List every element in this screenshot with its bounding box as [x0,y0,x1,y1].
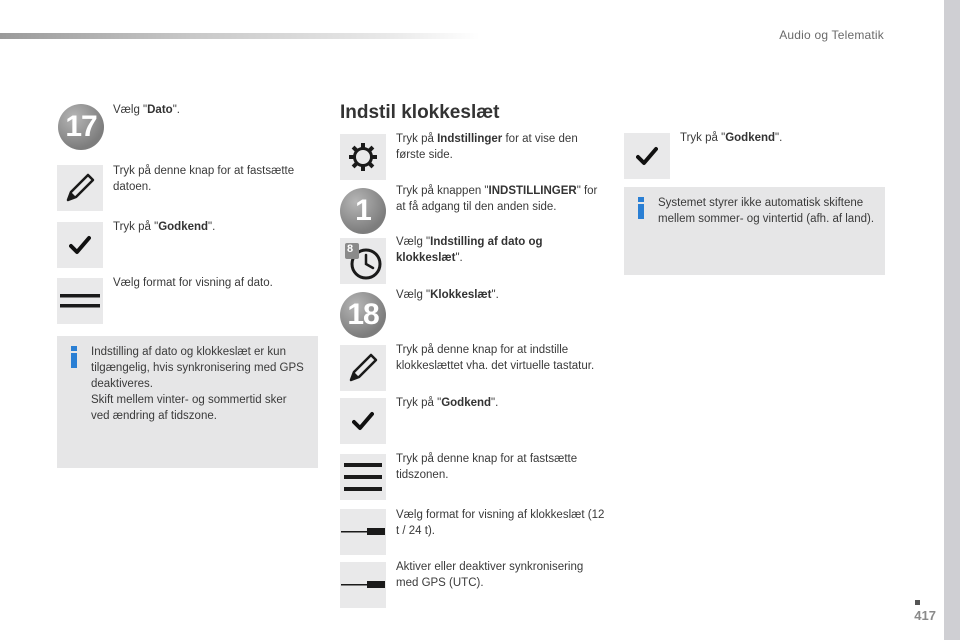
confirm-button[interactable] [57,222,103,268]
list-icon [344,461,382,493]
page-marker [915,600,920,605]
info-dst-text: Systemet styrer ikke automatisk skiftene mellem sommer- og vintertid (afh. af land). [658,197,875,225]
edit-date-text: Tryk på denne knap for at fastsætte datoen. [113,165,295,193]
confirm-final-text: Tryk på "Godkend". [680,132,783,144]
top-gradient-bar [0,33,480,39]
timezone-button[interactable] [340,454,386,500]
header-title: Audio og Telematik [779,28,884,42]
checkmark-icon [69,234,91,256]
confirm-time-text: Tryk på "Godkend". [396,397,499,409]
info-line-2: Skift mellem vinter- og sommertid sker ved ændring af tidszone. [91,394,287,422]
date-time-settings-button[interactable] [340,238,386,284]
gear-icon [348,142,378,172]
info-icon [71,346,77,368]
confirm-time-button[interactable] [340,398,386,444]
confirm-date-text: Tryk på "Godkend". [113,221,216,233]
settings-text: Tryk på Indstillinger for at vise den første side. [396,133,578,161]
date-time-settings-text: Vælg "Indstilling af dato og klokkeslæt". [396,236,543,264]
date-format-button[interactable] [57,278,103,324]
time-format-text: Vælg format for visning af klokkeslæt (12 t / 24 t). [396,509,605,537]
timezone-text: Tryk på denne knap for at fastsætte tidszonen. [396,453,578,481]
edit-button[interactable] [57,165,103,211]
time-format-toggle[interactable] [340,509,386,555]
pencil-icon [62,170,98,206]
edit-time-button[interactable] [340,345,386,391]
edit-time-text: Tryk på denne knap for at indstille klokkeslættet vha. det virtuelle tastatur. [396,344,595,372]
info-note-dst [624,187,885,275]
step-18-badge: 18 [340,292,386,338]
gps-sync-text: Aktiver eller deaktiver synkronisering med GPS (UTC). [396,561,584,589]
page-edge-strip [944,0,960,640]
step-17-badge: 17 [58,104,104,150]
toggle-icon [341,580,385,590]
checkmark-icon [636,145,658,167]
confirm-final-button[interactable] [624,133,670,179]
pencil-icon [345,350,381,386]
info-icon [638,197,644,219]
page-number: 417 [914,608,936,623]
info-line-1: Indstilling af dato og klokkeslæt er kun tilgængelig, hvis synkronisering med GPS deaktiveres. [91,346,304,390]
gps-sync-toggle[interactable] [340,562,386,608]
format-bars-icon [60,294,100,308]
date-format-text: Vælg format for visning af dato. [113,277,273,289]
clock-badge-number: 8 [347,243,354,255]
step-17-text: Vælg "Dato". [113,104,180,116]
settings-button[interactable] [340,134,386,180]
step-1-badge: 1 [340,188,386,234]
checkmark-icon [352,410,374,432]
info-note-date [57,336,318,468]
toggle-icon [341,527,385,537]
step-18-text: Vælg "Klokkeslæt". [396,289,499,301]
section-title: Indstil klokkeslæt [340,102,500,123]
step-1-text: Tryk på knappen "INDSTILLINGER" for at få adgang til den anden side. [396,185,598,213]
